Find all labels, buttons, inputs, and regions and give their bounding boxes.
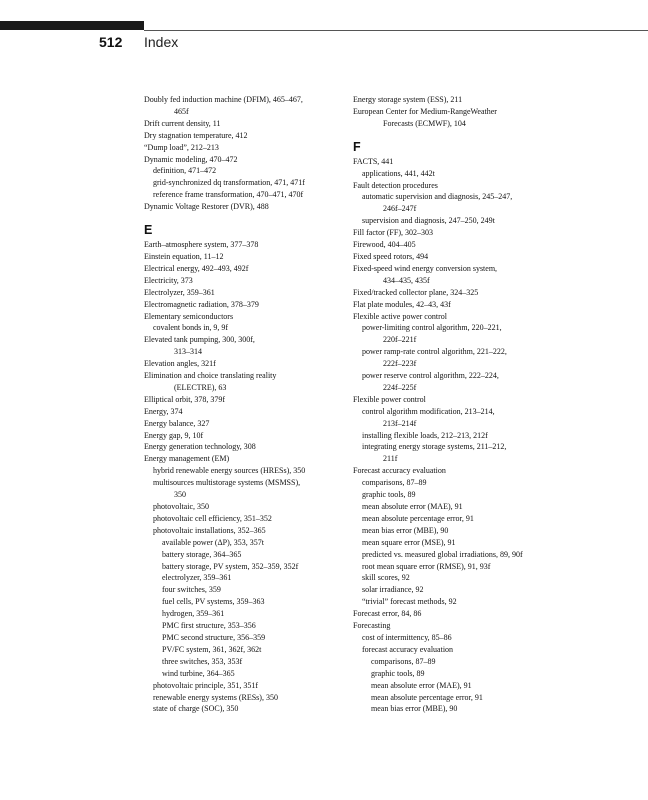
index-section-letter: E [144,223,153,238]
index-entry: control algorithm modification, 213–214, [362,406,495,416]
index-entry: graphic tools, 89 [362,490,416,500]
index-entry: power-limiting control algorithm, 220–221, [362,323,502,333]
index-entry: Elevated tank pumping, 300, 300f, [144,335,255,345]
index-entry: Firewood, 404–405 [353,240,416,250]
index-entry: Dynamic Voltage Restorer (DVR), 488 [144,202,269,212]
index-entry: integrating energy storage systems, 211–212, [362,442,507,452]
index-entry: Elevation angles, 321f [144,359,216,369]
index-entry: Fixed speed rotors, 494 [353,251,429,261]
index-entry: mean absolute error (MAE), 91 [362,502,463,511]
index-entry: installing flexible loads, 212–213, 212f [362,430,488,440]
index-entry: wind turbine, 364–365 [162,668,235,678]
index-entry: PMC first structure, 353–356 [162,621,256,631]
index-entry: Fixed/tracked collector plane, 324–325 [353,287,479,297]
index-entry: definition, 471–472 [153,166,217,176]
index-entry: mean square error (MSE), 91 [362,537,456,547]
index-entry: applications, 441, 442t [362,168,435,178]
index-entry: Electrical energy, 492–493, 492f [144,263,249,273]
index-entry: mean absolute percentage error, 91 [371,692,483,702]
page-number: 512 [99,34,123,50]
index-entry: hydrogen, 359–361 [162,609,225,619]
index-entry-continuation: 465f [174,106,189,116]
index-entry: Electrolyzer, 359–361 [144,287,215,297]
index-entry: Forecast error, 84, 86 [353,609,422,619]
index-entry: root mean square error (RMSE), 91, 93f [362,561,491,571]
index-entry: photovoltaic installations, 352–365 [153,525,266,535]
index-entry-continuation: 434–435, 435f [383,275,430,285]
index-entry: Electricity, 373 [144,275,193,285]
index-entry-continuation: 211f [383,454,398,464]
index-column-left [144,94,346,715]
index-entry: fuel cells, PV systems, 359–363 [162,597,265,607]
header-rule-dark [0,21,144,30]
index-entry: Fault detection procedures [353,180,438,190]
index-entry: Elliptical orbit, 378, 379f [144,394,226,404]
index-entry: Energy, 374 [144,406,183,416]
index-entry: Dry stagnation temperature, 412 [144,130,248,140]
index-entry: Flexible active power control [353,311,447,321]
index-entry: photovoltaic, 350 [153,502,209,511]
index-entry: Fill factor (FF), 302–303 [353,228,433,238]
index-entry: cost of intermittency, 85–86 [362,632,452,642]
index-entry: Doubly fed induction machine (DFIM), 465–467, [144,95,303,104]
header-rule-line [144,30,648,31]
index-entry-continuation: 222f–223f [383,359,417,369]
index-entry: Energy balance, 327 [144,418,210,428]
index-entry: PV/FC system, 361, 362f, 362t [162,644,262,654]
index-entry: photovoltaic principle, 351, 351f [153,680,259,690]
index-entry: comparisons, 87–89 [371,656,436,666]
index-entry: Elementary semiconductors [144,311,234,321]
index-entry: photovoltaic cell efficiency, 351–352 [153,513,272,523]
index-entry: mean absolute percentage error, 91 [362,513,474,523]
index-entry: reference frame transformation, 470–471, 470f [153,190,304,200]
index-entry: solar irradiance, 92 [362,585,424,595]
index-entry: Einstein equation, 11–12 [144,251,224,261]
index-entry: multisources multistorage systems (MSMSS), [153,478,301,488]
index-entry: mean absolute error (MAE), 91 [371,680,472,690]
index-entry: graphic tools, 89 [371,668,425,678]
index-entry: skill scores, 92 [362,573,410,583]
index-entry: battery storage, 364–365 [162,549,242,559]
index-entry-continuation: 246f–247f [383,204,417,214]
index-entry-continuation: (ELECTRE), 63 [174,382,227,392]
running-head-title: Index [144,34,179,50]
index-entry: power ramp-rate control algorithm, 221–222, [362,347,507,357]
index-entry: three switches, 353, 353f [162,656,243,666]
index-section-letter: F [353,139,361,154]
index-entry: mean bias error (MBE), 90 [362,525,449,535]
index-entry: Forecast accuracy evaluation [353,466,446,476]
index-entry: predicted vs. measured global irradiations, 89, 90f [362,549,523,559]
index-entry: grid-synchronized dq transformation, 471, 471f [153,178,305,188]
index-entry: Elimination and choice translating reality [144,371,277,381]
index-entry: “trivial” forecast methods, 92 [362,597,457,607]
index-entry: available power (ΔP), 353, 357t [162,537,265,547]
index-entry: FACTS, 441 [353,156,394,166]
index-entry: Energy generation technology, 308 [144,442,256,452]
index-entry: automatic supervision and diagnosis, 245–247, [362,192,513,202]
index-entry: Earth–atmosphere system, 377–378 [144,240,259,250]
index-entry: Forecasting [353,621,391,631]
index-entry: supervision and diagnosis, 247–250, 249t [362,216,495,226]
index-entry: Flat plate modules, 42–43, 43f [353,299,451,309]
index-entry: mean bias error (MBE), 90 [371,704,458,714]
index-entry-continuation: 313–314 [174,347,202,357]
index-entry: Dynamic modeling, 470–472 [144,154,238,164]
index-entry: forecast accuracy evaluation [362,644,454,654]
index-entry: Flexible power control [353,394,426,404]
index-entry: renewable energy systems (RESs), 350 [153,692,278,702]
index-entry: power reserve control algorithm, 222–224, [362,371,499,381]
index-entry-continuation: 213f–214f [383,418,417,428]
index-entry-continuation: 350 [174,490,186,500]
index-entry: Electromagnetic radiation, 378–379 [144,299,259,309]
index-entry: Drift current density, 11 [144,118,221,128]
index-entry-continuation: Forecasts (ECMWF), 104 [383,118,466,128]
index-entry: battery storage, PV system, 352–359, 352f [162,561,299,571]
index-entry: Energy gap, 9, 10f [144,430,204,440]
index-entry: hybrid renewable energy sources (HRESs), 350 [153,466,306,476]
index-entry: Energy management (EM) [144,454,230,464]
index-column-right [353,94,555,715]
index-entry: covalent bonds in, 9, 9f [153,323,229,333]
index-entry: Energy storage system (ESS), 211 [353,95,463,104]
index-entry: Fixed-speed wind energy conversion system, [353,263,498,273]
index-entry-continuation: 224f–225f [383,382,417,392]
index-entry: European Center for Medium-RangeWeather [353,106,497,116]
index-entry: four switches, 359 [162,585,221,595]
index-entry: PMC second structure, 356–359 [162,632,266,642]
index-entry: state of charge (SOC), 350 [153,704,239,714]
index-entry: electrolyzer, 359–361 [162,573,232,583]
index-entry: “Dump load”, 212–213 [144,142,219,152]
index-entry: comparisons, 87–89 [362,478,427,488]
index-entry-continuation: 220f–221f [383,335,417,345]
